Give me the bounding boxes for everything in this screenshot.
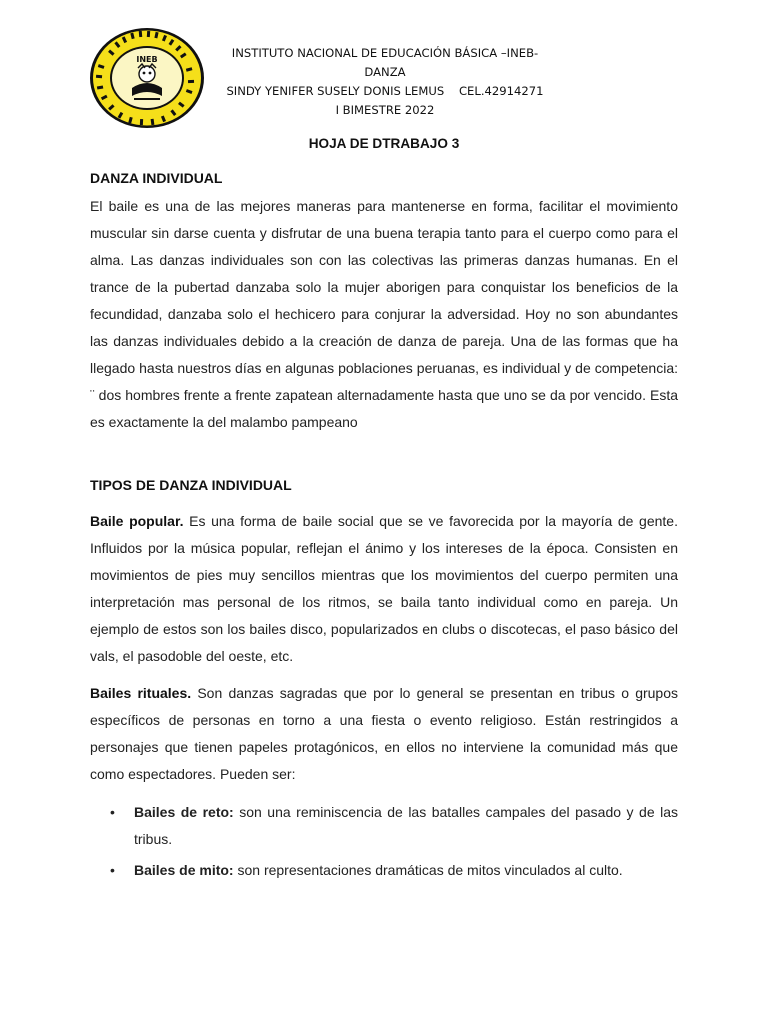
text-bailes-de-reto: son una reminiscencia de las batalles campales del pasado y de las tribus.	[134, 804, 678, 847]
paragraph-baile-popular	[90, 508, 678, 670]
list-item-bailes-de-reto	[90, 799, 678, 853]
header-student: SINDY YENIFER SUSELY DONIS LEMUS CEL.42914271	[226, 84, 544, 98]
paragraph-danza-individual: El baile es una de las mejores maneras para mantenerse en forma, facilitar el movimiento muscular sin darse cuenta y disfrutar de una buena terapia tanto para el cuerpo como para el alma. Las danzas individuales son con las colectivas las primeras danzas humanas. En el trance de la pubertad danzaba solo la mujer aborigen para conquistar los beneficios de la fecundidad, danzaba solo el hechicero para conjurar la adversidad. Hoy no son abundantes las danzas individuales debido a la creación de danza de pareja. Una de las formas que ha llegado hasta nuestros días en algunas poblaciones peruanas, es individual y de competencia: ¨ dos hombres frente a frente zapatean alternadamente hasta que uno se da por vencido. Esta es exactamente la del malambo pampeano	[90, 198, 678, 430]
list-item-bailes-de-mito	[90, 857, 678, 884]
school-seal-logo	[88, 26, 206, 130]
header-period: I BIMESTRE 2022	[335, 103, 435, 117]
text-baile-popular: Es una forma de baile social que se ve favorecida por la mayoría de gente. Influidos por la música popular, reflejan el ánimo y los intereses de la época. Consisten en movimientos de pies muy sencillos mientras que los movimientos del cuerpo permiten una interpretación mas personal de los ritmos, se baila tanto individual como en pareja. Un ejemplo de estos son los bailes disco, popularizados en clubs o discotecas, el paso básico del vals, el pasodoble del oeste, etc.	[90, 513, 678, 664]
bullet-list-bailes-rituales	[90, 799, 678, 888]
paragraph-bailes-rituales	[90, 680, 678, 788]
header-institution: INSTITUTO NACIONAL DE EDUCACIÓN BÁSICA –INEB-	[231, 46, 539, 60]
document-header	[205, 44, 565, 120]
term-baile-popular: Baile popular.	[90, 513, 184, 529]
term-bailes-rituales: Bailes rituales.	[90, 685, 192, 701]
section-heading-tipos: TIPOS DE DANZA INDIVIDUAL	[90, 477, 292, 493]
header-subject: DANZA	[364, 65, 406, 79]
bullet-icon: •	[110, 804, 115, 820]
bullet-icon: •	[110, 862, 115, 878]
term-bailes-de-mito: Bailes de mito:	[134, 862, 234, 878]
section-heading-danza-individual: DANZA INDIVIDUAL	[90, 170, 223, 186]
term-bailes-de-reto: Bailes de reto:	[134, 804, 234, 820]
text-bailes-rituales: Son danzas sagradas que por lo general se presentan en tribus o grupos específicos de personas en torno a una fiesta o evento religioso. Están restringidos a personajes que tienen papeles protagónicos, en ellos no interviene la comunidad más que como espectadores. Pueden ser:	[90, 685, 679, 782]
worksheet-title: HOJA DE DTRABAJO 3	[308, 136, 460, 151]
text-bailes-de-mito: son representaciones dramáticas de mitos vinculados al culto.	[233, 862, 623, 878]
svg-text:INEB: INEB	[136, 55, 158, 64]
